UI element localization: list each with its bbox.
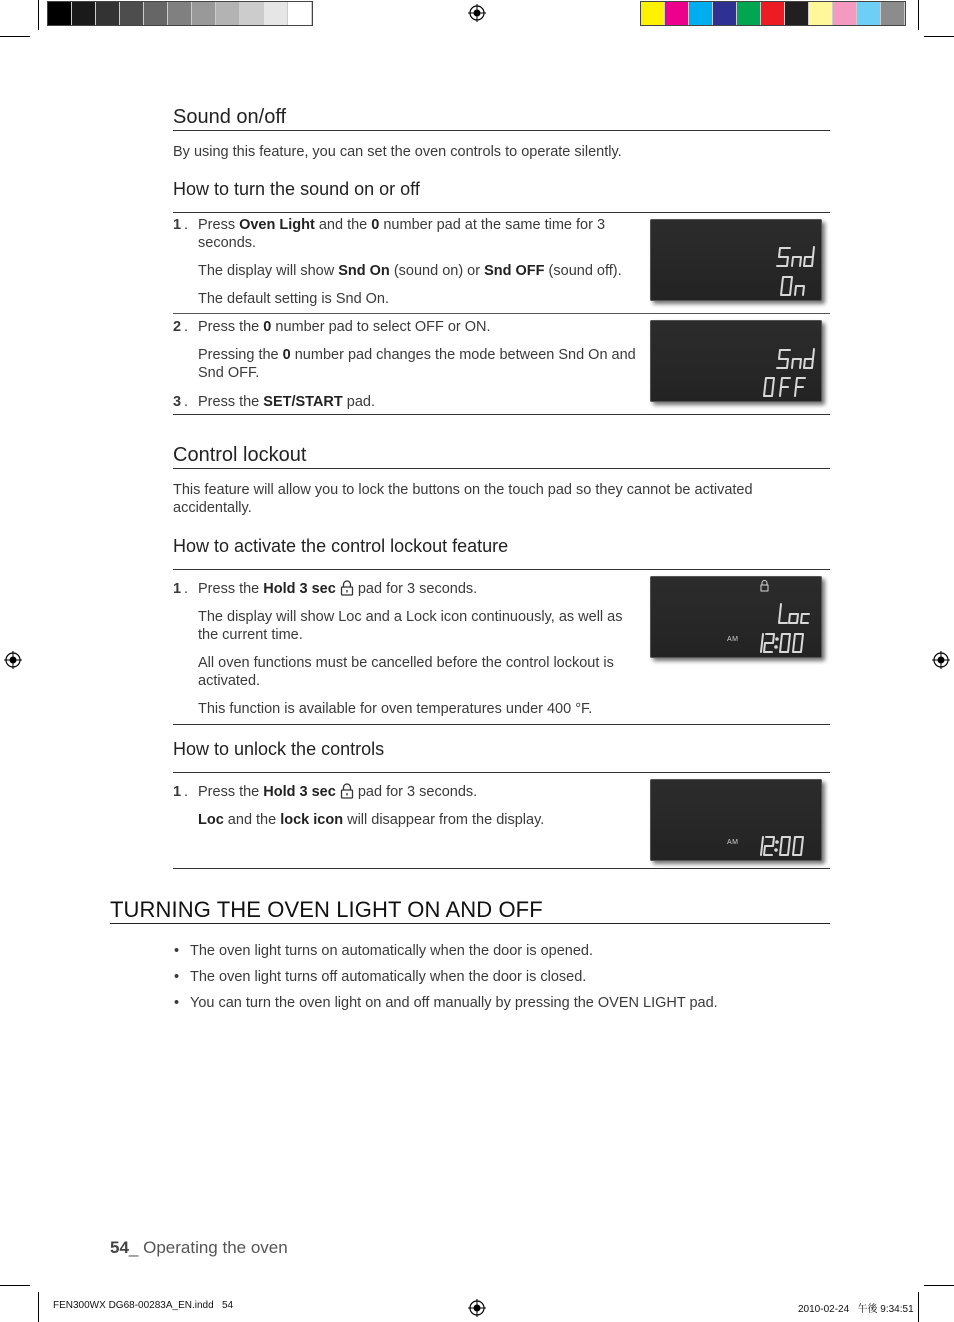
registration-mark-icon [468,4,486,22]
color-swatch [689,2,713,25]
color-swatch [192,2,216,25]
registration-mark-icon [468,1299,486,1317]
color-swatch [857,2,881,25]
sound-subtitle: How to turn the sound on or off [173,179,420,199]
display-snd-off [650,320,822,402]
color-swatch [737,2,761,25]
list-item: • The oven light turns off automatically when the door is closed. [173,964,823,990]
am-label: AM [727,636,739,643]
lockout-intro: This feature will allow you to lock the buttons on the touch pad so they cannot be activated accidentally. [173,482,753,516]
color-swatch [96,2,120,25]
color-swatch [240,2,264,25]
crop-mark [0,36,30,37]
color-swatch [216,2,240,25]
page-number: 54 [110,1238,129,1257]
registration-mark-icon [4,651,22,669]
color-swatch [665,2,689,25]
color-swatch [72,2,96,25]
crop-mark [918,0,919,30]
lockout-section-title: Control lockout [173,443,830,469]
color-swatch [785,2,809,25]
sound-step-2: 2 . Press the 0 number pad to select OFF or ON. Pressing the 0 number pad changes the mode between Snd On and Snd OFF. [173,319,636,381]
am-label: AM [727,839,739,846]
sound-section-title: Sound on/off [173,105,830,131]
divider [173,569,830,570]
display-loc-time [650,576,822,658]
unlock-step-1: 1 . Press the Hold 3 sec pad for 3 seconds. Loc and the lock icon will disappear from the display. [173,784,545,828]
slug-timestamp: 2010-02-24 午後 9:34:51 [798,1304,914,1315]
lockout-step-1: 1 . Press the Hold 3 sec pad for 3 seconds. The display will show Loc and a Lock icon continuously, as well as the current time. All oven functions must be cancelled before the control lockout is activated. This function is available for oven temperatures under 400 °F. [173,581,623,717]
list-item: • The oven light turns on automatically when the door is opened. [173,938,823,964]
color-swatch [713,2,737,25]
divider [173,772,830,773]
color-swatch [881,2,905,25]
color-swatch [761,2,785,25]
registration-mark-icon [932,651,950,669]
color-swatch [809,2,833,25]
divider [173,868,830,869]
crop-mark [924,36,954,37]
footer-section: _ Operating the oven [128,1238,288,1257]
oven-light-bullets [173,938,823,1016]
crop-mark [924,1285,954,1286]
lock-indicator-icon [761,581,768,592]
crop-mark [38,0,39,30]
color-swatch [833,2,857,25]
display-time-unlocked [650,779,822,861]
color-swatch-bar [640,1,906,26]
divider [173,313,830,314]
color-swatch [48,2,72,25]
lockout-subtitle: How to activate the control lockout feature [173,536,509,556]
divider [173,724,830,725]
lock-icon [340,783,354,799]
oven-light-title: TURNING THE OVEN LIGHT ON AND OFF [110,897,830,924]
lock-icon [340,580,354,596]
page-footer [110,1238,288,1258]
grayscale-swatch-bar [47,1,313,26]
color-swatch [264,2,288,25]
divider [173,212,830,213]
unlock-subtitle: How to unlock the controls [173,739,385,759]
color-swatch [144,2,168,25]
display-snd-on [650,219,822,301]
crop-mark [38,1292,39,1322]
color-swatch [641,2,665,25]
color-swatch [120,2,144,25]
crop-mark [0,1285,30,1286]
sound-step-1: 1 . Press Oven Light and the 0 number pad at the same time for 3 seconds. The display will show Snd On (sound on) or Snd OFF (sound off). The default setting is Snd On. [173,217,622,307]
color-swatch [168,2,192,25]
sound-step-3: 3 . Press the SET/START pad. [173,394,376,410]
color-swatch [288,2,312,25]
slug-filename: FEN300WX DG68-00283A_EN.indd 54 [53,1300,234,1311]
sound-intro: By using this feature, you can set the oven controls to operate silently. [173,144,622,160]
divider [173,414,830,415]
list-item: • You can turn the oven light on and off manually by pressing the OVEN LIGHT pad. [173,990,823,1016]
crop-mark [918,1292,919,1322]
